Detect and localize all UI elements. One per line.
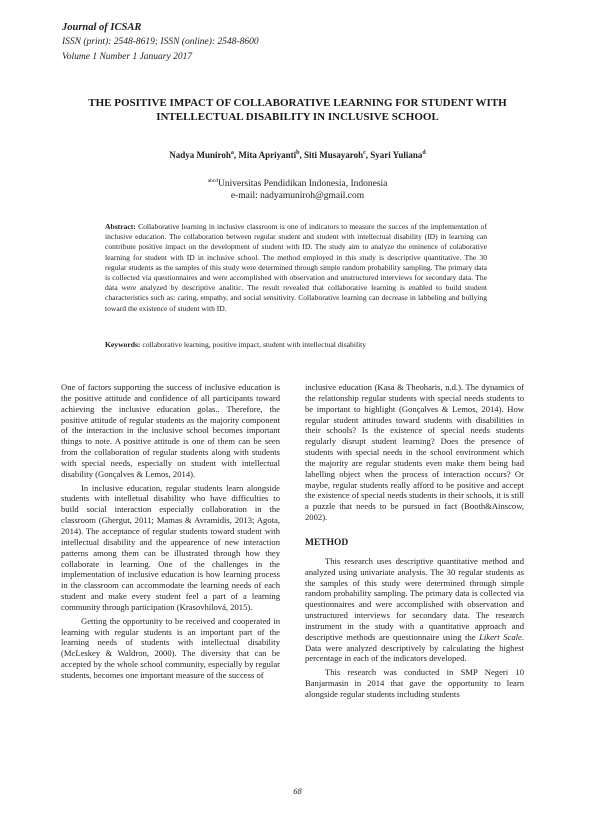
contact-email: e-mail: nadyamuniroh@gmail.com	[230, 191, 365, 202]
journal-volume: Volume 1 Number 1 January 2017	[62, 52, 193, 62]
right-column	[305, 382, 524, 700]
journal-name: Journal of ICSAR	[62, 22, 142, 33]
method-paragraph: This research uses descriptive quantitative method and analyzed using univariate analysis. The 30 regular students as the samples of this study were determined through simple random probability sampling. The primary data is collected via questionnaires and were accomplished with observation and unstructured interviews for secondary data. The research instrument in the study with a quantitative approach and descriptive methods are questionnaire using the Likert Scale. Data were analyzed descriptively by calculating the highest percentage in each of the indicators developed.	[305, 555, 525, 664]
page-number: 68	[293, 786, 302, 796]
body-paragraph: In inclusive education, regular students learn alongside students with intelletual disability who have difficulties to build social interaction especially collaboration in the classroom (Ghergut, 2011; Mamas & Avramidis, 2013; Agota, 2014). The acceptance of regular students toward student with intellectual disability and the appearence of new interaction patterns among them can be illustrated through how they collaborate in learning. One of the challenges in the implementation of inclusive education is how learning process in the classroom can accommodate the learning needs of each student and make every student feel a part of a learning community through participation (Krasovhilová, 2015).	[61, 482, 280, 612]
body-paragraph: inclusive education (Kasa & Theoharis, n.d.). The dynamics of the relationship regular students with special needs students to be important to highlight (Gonçalves & Lemos, 2014). How regular student attitudes toward students with disabilities in their schools? Is the existence of special needs students regularly disrupt student learning? Does the presence of students with special needs in the school environment which the majority are regular students even make them being bad labelling object when the process of interaction occurs? Or maybe, regular students really afford to be positive and accept the existence of special needs students in their schools, it is still a puzzle that needs to be pursued in fact (Booth&Ainscow, 2002).	[305, 382, 524, 523]
keywords-label: Keywords:	[105, 340, 141, 349]
abstract	[105, 222, 487, 314]
journal-header	[62, 20, 259, 65]
abstract-text: Collaborative learning in inclusive classroom is one of indicators to measure the succes of the implementation of inclusive education. The collaboration between regular student and student with intellectual disability (ID) in learning can contribute positive impact on the development of student with ID. The study aim to analyze the eminence of colaborative learning for student with ID in inclusive school. The method employed in this study is descriptive quantitative. The 30 regular students as the samples of this study were determined through simple random probability sampling. The primary data is collected via questionnaires and were accomplished with observation and unstructured interviews for secondary data. The data were analyzed by descriptive analitic. The result revealed that collaborative learning is enabled to build student characteristics such as: caring, empathy, and social sensitivity. Collaborative learning can decrease in labbeling and bullying toward the existence of student with ID.	[105, 222, 487, 313]
body-paragraph: One of factors supporting the success of inclusive education is the positive attitude and confidence of all participants toward achieving the inclusive education golas.. Therefore, the positive attitude of regular students as the majority component of the interaction in the inclusive school becomes important things to note. A positive attitude is one of them can be seen from the collaboration of regular students along with students with special needs, especially on student with intellectual disability (Gonçalves & Lemos, 2014).	[61, 382, 280, 479]
author: Nadya Muniroh$^a$,	[169, 150, 239, 160]
author: Mita Apriyanti$^b$,	[238, 150, 304, 160]
section-heading-method: METHOD	[305, 537, 349, 548]
body-paragraph: Getting the opportunity to be received and cooperated in learning with regular students is an important part of the learning needs of students with intellectual disability (McLeskey & Waldron, 2000). The diversity that can be accepted by the whole school community, especially by regular students, becomes one important measure of the success of	[61, 615, 280, 680]
paper-title	[40, 97, 555, 124]
keywords-text: collaborative learning, positive impact, student with intellectual disability	[140, 340, 367, 349]
affiliation	[40, 175, 555, 202]
title-line-1: THE POSITIVE IMPACT OF COLLABORATIVE LEARNING FOR STUDENT WITH	[88, 97, 507, 109]
author: Siti Musayaroh$^c$,	[303, 150, 371, 160]
affiliation-marks: abcd	[207, 178, 218, 184]
method-paragraph: This research was conducted in SMP Negeri 10 Banjarmasin in 2014 that gave the opportunity to learn alongside regular students including students	[305, 667, 524, 699]
affiliation-institution: Universitas Pendidikan Indonesia, Indonesia	[218, 179, 388, 190]
author: Syari Yuliana$^d$	[370, 150, 426, 160]
journal-issn: ISSN (print): 2548-8619; ISSN (online): 2548-8600	[62, 37, 259, 47]
author-list	[40, 150, 555, 160]
abstract-label: Abstract:	[105, 222, 136, 231]
left-column	[61, 382, 280, 681]
keywords	[105, 340, 487, 350]
title-line-2: INTELLECTUAL DISABILITY IN INCLUSIVE SCHOOL	[156, 110, 439, 123]
